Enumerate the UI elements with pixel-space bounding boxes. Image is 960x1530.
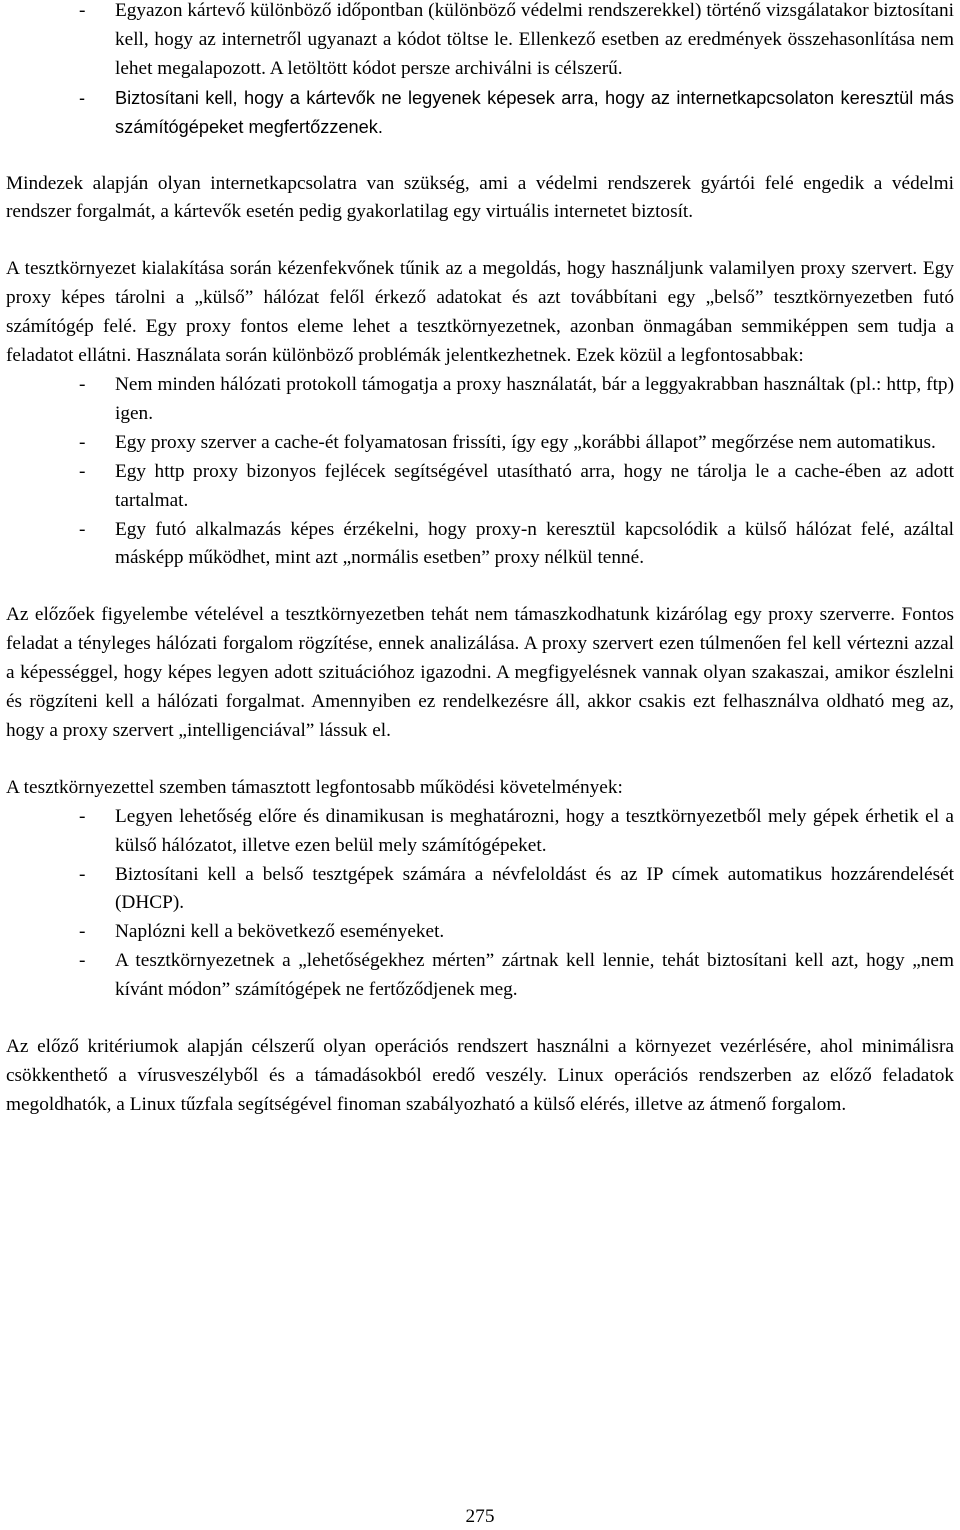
list-item-text: Biztosítani kell, hogy a kártevők ne legyenek képesek arra, hogy az internetkapcsolaton keresztül más számítógépeket megfertőzzenek. [115, 87, 954, 137]
list-item-text: Naplózni kell a bekövetkező eseményeket. [115, 921, 445, 943]
bullet-dash: - [79, 950, 86, 972]
bullet-dash: - [79, 373, 86, 395]
list-item [6, 0, 954, 84]
list-item [6, 861, 954, 919]
paragraph-traffic-capture: Az előzőek figyelembe vételével a tesztkörnyezetben tehát nem támaszkodhatunk kizárólag egy proxy szerverre. Fontos feladat a tényleges hálózati forgalom rögzítése, ennek analizálása. A proxy szervert ezen túlmenően fel kell vértezni azzal a képességgel, hogy képes legyen adott szituációhoz igazodni. A megfigyelésnek vannak olyan szakaszai, amikor észlelni és rögzíteni kell a hálózati forgalmat. Amennyiben ez rendelkezésre áll, akkor csakis ezt felhasználva oldható meg az, hogy a proxy szervert „intelligenciával” lássuk el. [6, 604, 954, 741]
list-item-text: Egyazon kártevő különböző időpontban (különböző védelmi rendszerekkel) történő vizsgálatakor biztosítani kell, hogy az internetről ugyanazt a kódot töltse le. Ellenkező esetben az eredmények összehasonlítása nem lehet megalapozott. A letöltött kódot persze archiválni is célszerű. [115, 0, 954, 79]
bullet-dash: - [79, 863, 86, 885]
bullet-dash: - [79, 0, 86, 21]
list-item-text: Egy proxy szerver a cache-ét folyamatosan frissíti, így egy „korábbi állapot” megőrzése nem automatikus. [115, 431, 936, 453]
list-item [6, 516, 954, 574]
list-item [6, 803, 954, 861]
list-item [6, 84, 954, 142]
list-item-text: Legyen lehetőség előre és dinamikusan is meghatározni, hogy a tesztkörnyezetből mely gépek érhetik el a külső hálózatot, illetve ezen belül mely számítógépeket. [115, 805, 954, 856]
list-item [6, 429, 954, 458]
list-item [6, 918, 954, 947]
paragraph-proxy-intro: A tesztkörnyezet kialakítása során kézenfekvőnek tűnik az a megoldás, hogy használjunk valamilyen proxy szervert. Egy proxy képes tárolni a „külső” hálózat felől érkező adatokat és azt továbbítani egy „belső” tesztkörnyezetben futó számítógép felé. Egy proxy fontos eleme lehet a tesztkörnyezetnek, azonban önmagában semmiképpen sem tudja a feladatot ellátni. Használata során különböző problémák jelentkezhetnek. Ezek közül a legfontosabbak: [6, 258, 954, 367]
bullet-dash: - [79, 805, 86, 827]
list-item-text: Nem minden hálózati protokoll támogatja a proxy használatát, bár a leggyakrabban használtak (pl.: http, ftp) igen. [115, 373, 954, 424]
paragraph-linux-conclusion: Az előző kritériumok alapján célszerű olyan operációs rendszert használni a környezet vezérlésére, ahol minimálisra csökkenthető a vírusveszélyből és a támadásokból eredő veszély. Linux operációs rendszerben az előző feladatok megoldhatók, a Linux tűzfala segítségével finoman szabályozható a külső elérés, illetve az átmenő forgalom. [6, 1036, 954, 1115]
paragraph-requirements-intro: A tesztkörnyezettel szemben támasztott legfontosabb működési követelmények: [6, 776, 623, 798]
bullet-dash: - [79, 518, 86, 540]
list-item-text: Biztosítani kell a belső tesztgépek számára a névfeloldást és az IP címek automatikus hozzárendelését (DHCP). [115, 863, 954, 914]
bullet-dash: - [79, 460, 86, 482]
list-item [6, 371, 954, 429]
bullet-dash: - [79, 87, 86, 108]
top-bullet-list [6, 0, 954, 142]
list-item-text: Egy http proxy bizonyos fejlécek segítségével utasítható arra, hogy ne tárolja le a cache-ében az adott tartalmat. [115, 460, 954, 511]
document-page [6, 0, 954, 1120]
page-number: 275 [465, 1506, 495, 1527]
requirements-list [6, 803, 954, 1005]
list-item-text: Egy futó alkalmazás képes érzékelni, hogy proxy-n keresztül kapcsolódik a külső hálózat felé, azáltal másképp működhet, mint azt „normális esetben” proxy nélkül tenné. [115, 518, 954, 569]
paragraph-internet-connection: Mindezek alapján olyan internetkapcsolatra van szükség, ami a védelmi rendszerek gyártói felé engedik a védelmi rendszer forgalmát, a kártevők esetén pedig gyakorlatilag egy virtuális internetet biztosít. [6, 172, 954, 223]
list-item [6, 458, 954, 516]
list-item-text: A tesztkörnyezetnek a „lehetőségekhez mérten” zártnak kell lennie, tehát biztosítani kell azt, hogy „nem kívánt módon” számítógépek ne fertőződjenek meg. [115, 950, 954, 1001]
bullet-dash: - [79, 921, 86, 943]
proxy-problems-list [6, 371, 954, 573]
bullet-dash: - [79, 431, 86, 453]
list-item [6, 947, 954, 1005]
